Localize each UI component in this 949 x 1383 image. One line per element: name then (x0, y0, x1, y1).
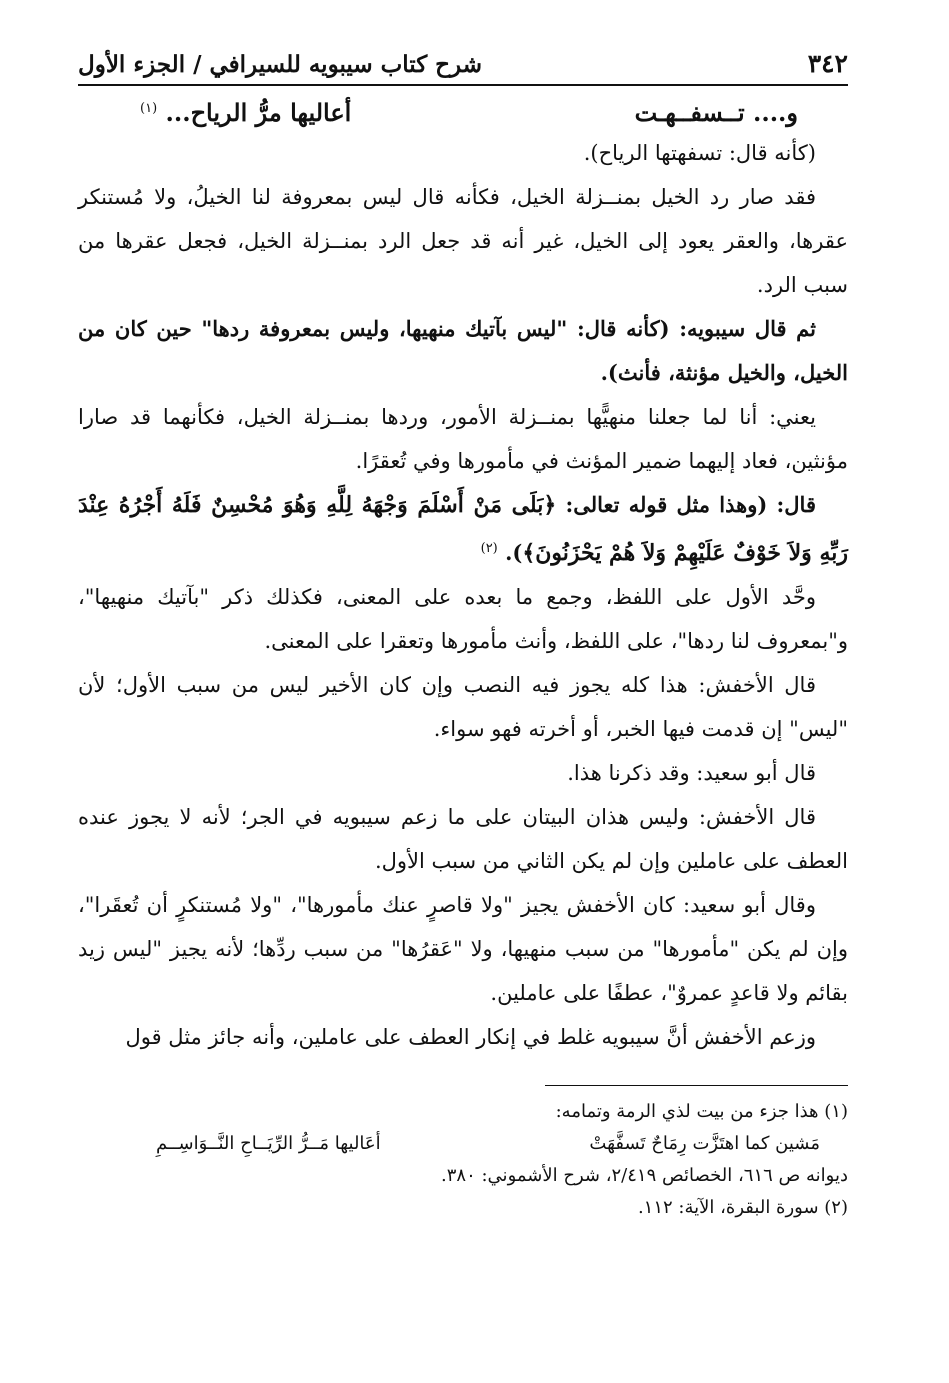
sibawayh-quote-paragraph: ثم قال سيبويه: (كأنه قال: "ليس بآتيك منهيها، وليس بمعروفة ردها" حين كان من الخيل، والخيل مؤنثة، فأنث). (78, 316, 848, 385)
verse-second-hemistich: أعاليها مرُّ الرياح... $^{(١)}$ (140, 98, 352, 127)
paragraph: قال الأخفش: وليس هذان البيتان على ما زعم سيبويه في الجر؛ لأنه لا يجوز عنده العطف على عاملين وإن لم يكن الثاني من سبب الأول. (78, 805, 848, 873)
footnote-1-poem (78, 1128, 848, 1160)
paragraph: قال الأخفش: هذا كله يجوز فيه النصب وإن كان الأخير ليس من سبب الأول؛ لأن "ليس" إن قدمت فيها الخبر، أو أخرته فهو سواء. (78, 673, 848, 741)
paragraph: فقد صار رد الخيل بمنــزلة الخيل، فكأنه قال ليس بمعروفة لنا الخيلُ، ولا مُستنكر عقرها، والعقر يعود إلى الخيل، غير أنه قد جعل الرد بمنــزلة الخيل، فجعل عقرها من سبب الرد. (78, 185, 848, 297)
footnote-ref-1: (١) (140, 101, 158, 116)
paragraph: وقال أبو سعيد: كان الأخفش يجيز "ولا قاصرٍ عنك مأمورها"، "ولا مُستنكرٍ أن تُعقَرا"، وإن لم يكن "مأمورها" من سبب منهيها، ولا "عَقرُها" من سبب ردِّها؛ لأنه يجيز "ليس زيد بقائم ولا قاعدٍ عمروٌ"، عطفًا على عاملين. (78, 893, 848, 1005)
page-header (78, 30, 848, 86)
page-number: ٣٤٢ (807, 49, 848, 78)
book-page (78, 30, 848, 1224)
quran-citation-paragraph: قال: (وهذا مثل قوله تعالى: ﴿بَلَى مَنْ أَسْلَمَ وَجْهَهُ لِلَّهِ وَهُوَ مُحْسِنٌ فَلَهُ أَجْرُهُ عِنْدَ رَبِّهِ وَلاَ خَوْفٌ عَلَيْهِمْ وَلاَ هُمْ يَحْزَنُونَ﴾). $^{(٢)}$ (78, 492, 848, 566)
quran-verse: ﴿بَلَى مَنْ أَسْلَمَ وَجْهَهُ لِلَّهِ وَهُوَ مُحْسِنٌ فَلَهُ أَجْرُهُ عِنْدَ رَبِّهِ وَلاَ خَوْفٌ عَلَيْهِمْ وَلاَ هُمْ يَحْزَنُونَ﴾ (78, 492, 848, 566)
paragraph: وحَّد الأول على اللفظ، وجمع ما بعده على المعنى، فكذلك ذكر "بآتيك منهيها"، و"بمعروف لنا ردها"، على اللفظ، وأنث مأمورها وتعقرا على المعنى. (78, 585, 848, 653)
footnote-ref-2: (٢) (480, 541, 498, 556)
paragraph: قال أبو سعيد: وقد ذكرنا هذا. (567, 761, 816, 785)
footnote-divider (545, 1085, 848, 1086)
poem-first-hemistich: مَشين كما اهتَزَّت رِمَاحٌ تَسفَّهَتْ (589, 1133, 820, 1154)
paragraph: وزعم الأخفش أنَّ سيبويه غلط في إنكار العطف على عاملين، وأنه جائز مثل قول (125, 1025, 816, 1049)
paragraph: يعني: أنا لما جعلنا منهيًّها بمنــزلة الأمور، وردها بمنــزلة الخيل، فكأنهما قد صارا مؤنثين، فعاد إليهما ضمير المؤنث في مأمورها وفي تُعقرًا. (78, 405, 848, 473)
footnote-2: (٢) سورة البقرة، الآية: ١١٢. (637, 1197, 848, 1218)
footnote-1-source: ديوانه ص ٦١٦، الخصائص ٢/٤١٩، شرح الأشموني: ٣٨٠. (441, 1165, 848, 1186)
footnote-1: (١) هذا جزء من بيت لذي الرمة وتمامه: (555, 1101, 848, 1122)
poem-verse (78, 98, 848, 127)
running-title: شرح كتاب سيبويه للسيرافي / الجزء الأول (78, 51, 482, 78)
poem-second-hemistich: أعَاليها مَــرُّ الرِّيَــاحِ النَّــوَاسِــمِ (156, 1133, 381, 1154)
paragraph: (كأنه قال: تسفهتها الرياح). (583, 141, 816, 165)
verse-first-hemistich: و.... تــسفــهـت (634, 98, 798, 127)
